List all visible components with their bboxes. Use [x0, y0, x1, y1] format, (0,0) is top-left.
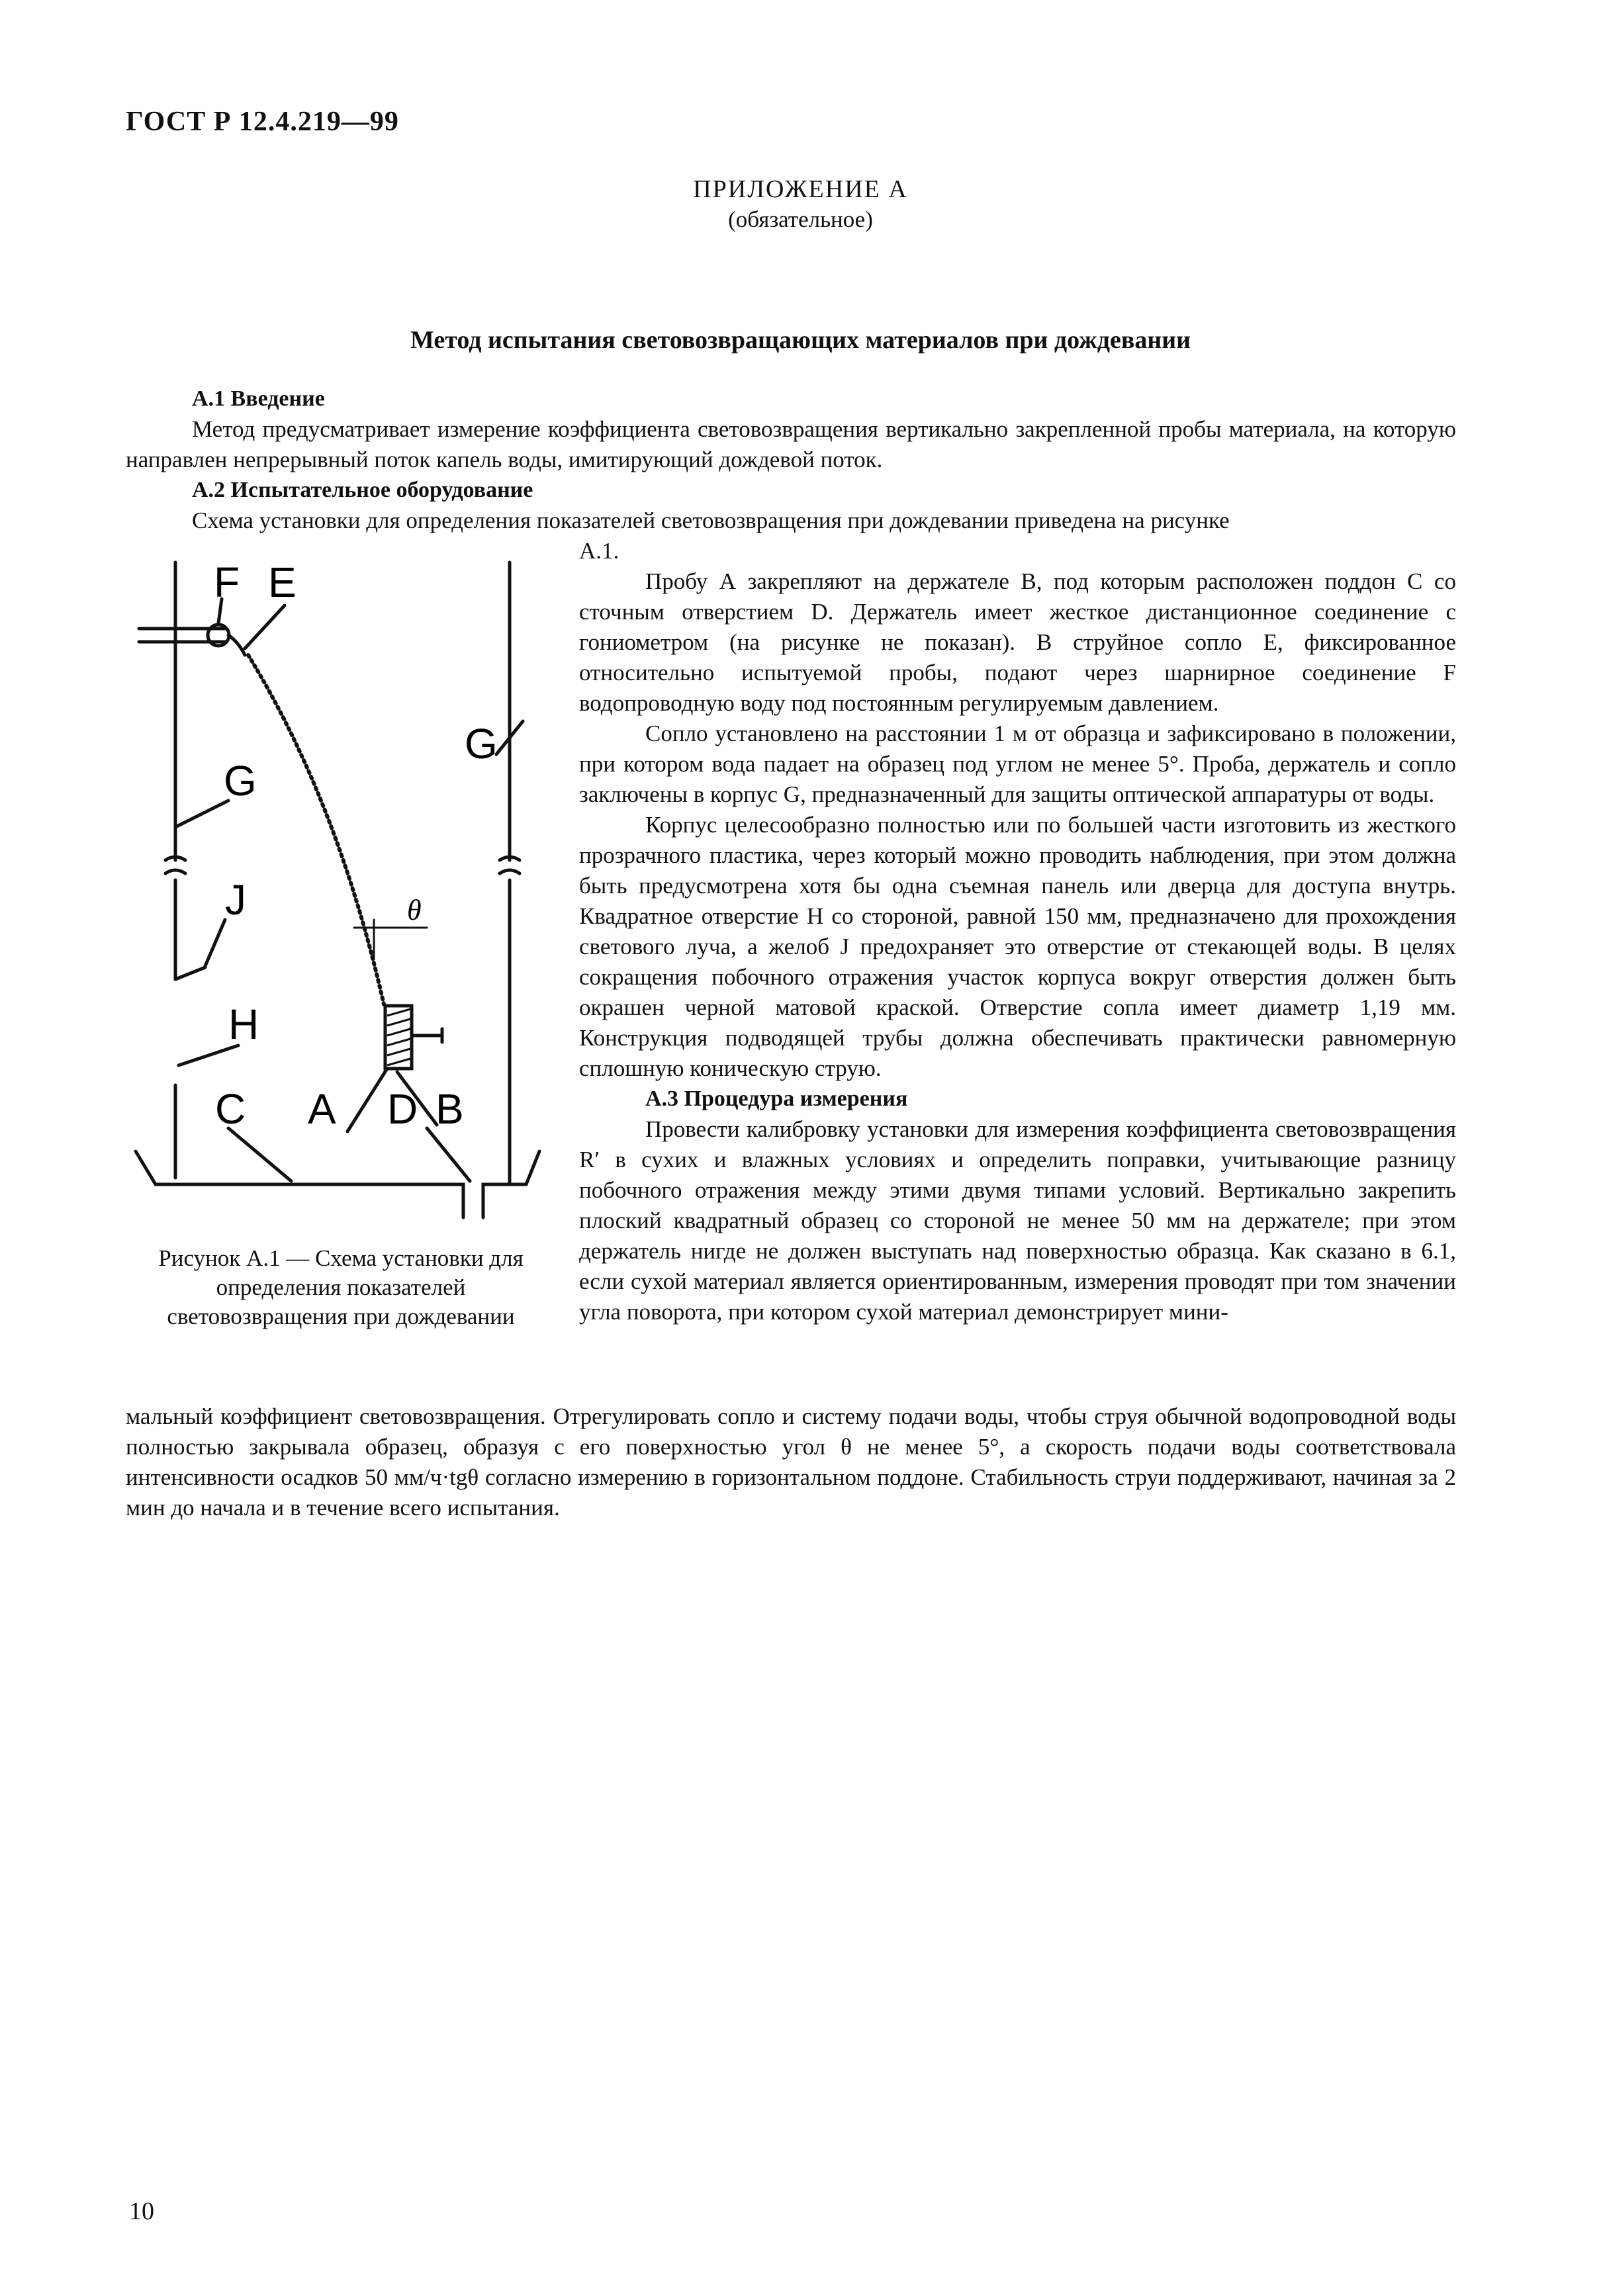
- section-a1-heading: А.1 Введение: [192, 386, 325, 411]
- label-h: H: [228, 1000, 259, 1048]
- appendix-status: (обязательное): [728, 206, 873, 232]
- water-jet: [248, 655, 384, 1004]
- label-a: A: [308, 1085, 336, 1133]
- trough-j: [175, 967, 205, 979]
- label-j: J: [225, 876, 246, 924]
- section-a1-text: Метод предусматривает измерение коэффициента световозвращения вертикально закрепленной пробы материала, на которую направлен непрерывный поток капель воды, имитирующий дождевой поток.: [126, 416, 1456, 472]
- section-a3-heading: А.3 Процедура измерения: [645, 1086, 908, 1111]
- label-e: E: [268, 558, 297, 606]
- nozzle-e: [228, 635, 245, 655]
- section-a3-paragraph-narrow: Провести калибровку установки для измерения коэффициента световозвращения R′ в сухих и влажных условиях и определить поправки, учитывающие разницу побочного отражения между этими двумя типами условий. Вертикально закрепить плоский квадратный образец со стороной не менее 50 мм на держателе; при этом держатель нигде не должен выступать над поверхностью образца. Как сказано в 6.1, если сухой материал является ориентированным, измерения проводят при том значении угла поворота, при котором сухой материал демонстрирует мини-: [579, 1116, 1456, 1325]
- leader-d: [427, 1128, 470, 1181]
- section-a2-paragraph-1: Пробу А закрепляют на держателе В, под которым расположен поддон С со сточным отверстием D. Держатель имеет жесткое дистанционное соединение с гониометром (на рисунке не показан). В струйное сопло Е, фиксированное относительно испытуемой пробы, подают через шарнирное соединение F водопроводную воду под постоянным регулируемым давлением.: [579, 568, 1456, 716]
- leader-a: [347, 1069, 387, 1131]
- page-number: 10: [129, 2197, 154, 2225]
- document-title: Метод испытания световозвращающих материалов при дождевании: [410, 326, 1191, 354]
- leader-j: [205, 920, 225, 966]
- section-a2-paragraph-3: Корпус целесообразно полностью или по большей части изготовить из жесткого прозрачного пластика, через который можно проводить наблюдения, при этом должна быть предусмотрена хотя бы одна съемная панель или дверца для доступа внутрь. Квадратное отверстие Н со стороной, равной 150 мм, предназначено для прохождения светового луча, а желоб J предохраняет это отверстие от стекающей воды. В целях сокращения побочного отражения участок корпуса вокруг отверстия должен быть окрашен черной матовой краской. Отверстие сопла имеет диаметр 1,19 мм. Конструкция подводящей трубы должна обеспечивать практически равномерную сплошную коническую струю.: [579, 812, 1456, 1081]
- figure-caption: Рисунок А.1 — Схема установки для определения показателей световозвращения при дождевании: [158, 1245, 524, 1329]
- right-column: [579, 536, 1456, 1327]
- tray-c: [136, 1151, 463, 1217]
- label-b: B: [435, 1085, 464, 1133]
- label-theta: θ: [407, 894, 422, 926]
- section-a2-intro-ref: А.1.: [579, 538, 619, 564]
- section-a3-paragraph-wide: мальный коэффициент световозвращения. Отрегулировать сопло и систему подачи воды, чтобы струя обычной водопроводной воды полностью закрывала образец, образуя с его поверхностью угол θ не менее 5°, а скорость подачи воды соответствовала интенсивности осадков 50 мм/ч·tgθ согласно измерению в горизонтальном поддоне. Стабильность струи поддерживают, начиная за 2 мин до начала и в течение всего испытания.: [126, 1403, 1456, 1521]
- section-a1: [126, 384, 1456, 536]
- leader-e: [245, 605, 285, 648]
- section-a2-heading: А.2 Испытательное оборудование: [192, 478, 533, 502]
- section-a3-continuation: [126, 1401, 1456, 1523]
- label-c: C: [215, 1085, 246, 1133]
- leader-c: [228, 1128, 291, 1181]
- label-g-left: G: [224, 757, 257, 805]
- leader-g-left: [175, 801, 228, 827]
- standard-code: ГОСТ Р 12.4.219—99: [126, 107, 399, 137]
- section-a2-intro: Схема установки для определения показателей световозвращения при дождевании приведена на рисунке: [192, 508, 1230, 533]
- label-f: F: [214, 558, 240, 606]
- figure-a1-diagram: [126, 549, 563, 1231]
- sample-hatching: [387, 1009, 410, 1065]
- label-d: D: [387, 1085, 418, 1133]
- label-g-right: G: [465, 720, 498, 768]
- section-a2-paragraph-2: Сопло установлено на расстоянии 1 м от образца и зафиксировано в положении, при котором вода падает на образец под углом не менее 5°. Проба, держатель и сопло заключены в корпус G, предназначенный для защиты оптической аппаратуры от воды.: [579, 721, 1456, 807]
- appendix-title: ПРИЛОЖЕНИЕ А: [693, 175, 908, 203]
- leader-h: [179, 1045, 238, 1065]
